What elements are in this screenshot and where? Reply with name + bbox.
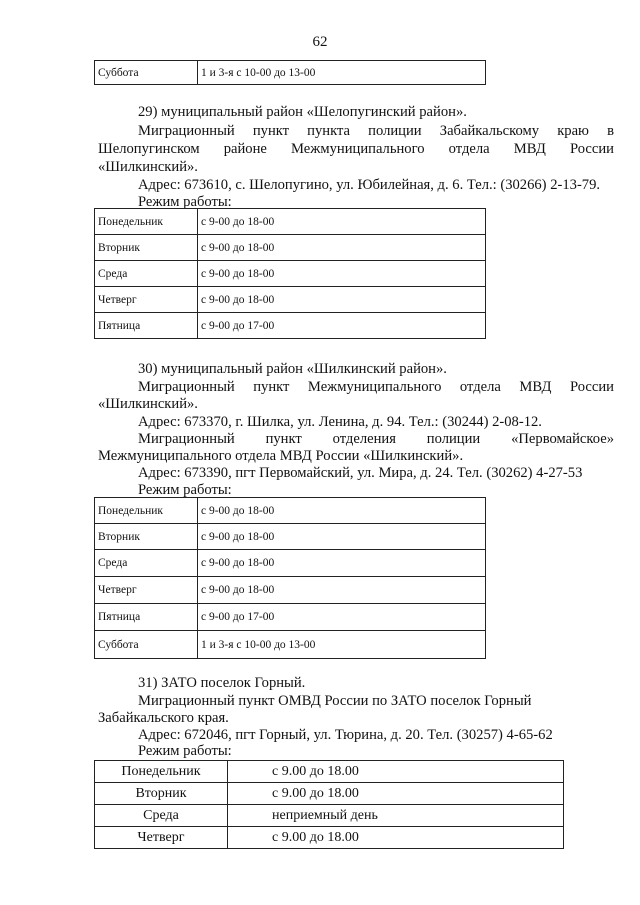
day-cell: Понедельник [95, 209, 198, 235]
section-31-schedule-label: Режим работы: [138, 743, 232, 759]
section-31-heading: 31) ЗАТО поселок Горный. [138, 675, 306, 691]
time-cell: с 9-00 до 17-00 [198, 604, 486, 631]
day-cell: Пятница [95, 313, 198, 339]
table-row [95, 235, 486, 261]
section-30-body1-line2: «Шилкинский». [98, 396, 198, 412]
day-cell: Четверг [95, 827, 228, 849]
page-number: 62 [312, 34, 328, 50]
day-cell: Среда [95, 805, 228, 827]
day-cell: Понедельник [95, 761, 228, 783]
day-cell: Вторник [95, 524, 198, 550]
section-29-address: Адрес: 673610, с. Шелопугино, ул. Юбилейная, д. 6. Тел.: (30266) 2-13-79. [138, 177, 601, 193]
section-30-heading: 30) муниципальный район «Шилкинский район». [138, 361, 447, 377]
section-29-body-line1: Миграционный пункт пункта полиции Забайкальскому краю в [138, 123, 614, 139]
table-row [95, 61, 486, 85]
time-cell: с 9-00 до 18-00 [198, 287, 486, 313]
table-row [95, 261, 486, 287]
time-cell: с 9-00 до 18-00 [198, 209, 486, 235]
section-30-body1-line1: Миграционный пункт Межмуниципального отдела МВД России [138, 379, 614, 395]
section-31-address: Адрес: 672046, пгт Горный, ул. Тюрина, д. 20. Тел. (30257) 4-65-62 [138, 727, 553, 743]
time-cell: с 9.00 до 18.00 [228, 761, 564, 783]
table-row [95, 827, 564, 849]
day-cell: Суббота [95, 61, 198, 85]
section-29-body-line3: «Шилкинский». [98, 159, 198, 175]
table-row [95, 783, 564, 805]
day-cell: Вторник [95, 783, 228, 805]
table-row [95, 631, 486, 659]
time-cell: с 9-00 до 18-00 [198, 577, 486, 604]
schedule-table-30 [94, 497, 486, 659]
day-cell: Среда [95, 261, 198, 287]
table-row [95, 550, 486, 577]
section-30-body2-line1: Миграционный пункт отделения полиции «Первомайское» [138, 431, 614, 447]
section-31-body-line1: Миграционный пункт ОМВД России по ЗАТО поселок Горный [138, 693, 532, 709]
time-cell: с 9.00 до 18.00 [228, 827, 564, 849]
section-30-body2-line2: Межмуниципального отдела МВД России «Шилкинский». [98, 448, 464, 464]
time-cell: с 9-00 до 18-00 [198, 235, 486, 261]
schedule-table-continuation [94, 60, 486, 85]
section-30-address1: Адрес: 673370, г. Шилка, ул. Ленина, д. 94. Тел.: (30244) 2-08-12. [138, 414, 542, 430]
table-row [95, 287, 486, 313]
section-29-body-line2: Шелопугинском районе Межмуниципального отдела МВД России [98, 141, 614, 157]
table-row [95, 498, 486, 524]
schedule-table-29 [94, 208, 486, 339]
table-row [95, 604, 486, 631]
time-cell: с 9.00 до 18.00 [228, 783, 564, 805]
section-29-heading: 29) муниципальный район «Шелопугинский район». [138, 104, 467, 120]
section-30-address2: Адрес: 673390, пгт Первомайский, ул. Мира, д. 24. Тел. (30262) 4-27-53 [138, 465, 583, 481]
time-cell: с 9-00 до 18-00 [198, 498, 486, 524]
section-29-schedule-label: Режим работы: [138, 194, 232, 210]
day-cell: Среда [95, 550, 198, 577]
day-cell: Четверг [95, 287, 198, 313]
day-cell: Четверг [95, 577, 198, 604]
time-cell: с 9-00 до 18-00 [198, 550, 486, 577]
table-row [95, 313, 486, 339]
time-cell: неприемный день [228, 805, 564, 827]
section-30-schedule-label: Режим работы: [138, 482, 232, 498]
table-row [95, 209, 486, 235]
time-cell: 1 и 3-я с 10-00 до 13-00 [198, 631, 486, 659]
section-31-body-line2: Забайкальского края. [98, 710, 229, 726]
table-row [95, 524, 486, 550]
table-row [95, 761, 564, 783]
time-cell: с 9-00 до 17-00 [198, 313, 486, 339]
time-cell: с 9-00 до 18-00 [198, 524, 486, 550]
day-cell: Понедельник [95, 498, 198, 524]
day-cell: Суббота [95, 631, 198, 659]
day-cell: Вторник [95, 235, 198, 261]
day-cell: Пятница [95, 604, 198, 631]
schedule-table-31 [94, 760, 564, 849]
table-row [95, 577, 486, 604]
time-cell: с 9-00 до 18-00 [198, 261, 486, 287]
time-cell: 1 и 3-я с 10-00 до 13-00 [198, 61, 486, 85]
table-row [95, 805, 564, 827]
